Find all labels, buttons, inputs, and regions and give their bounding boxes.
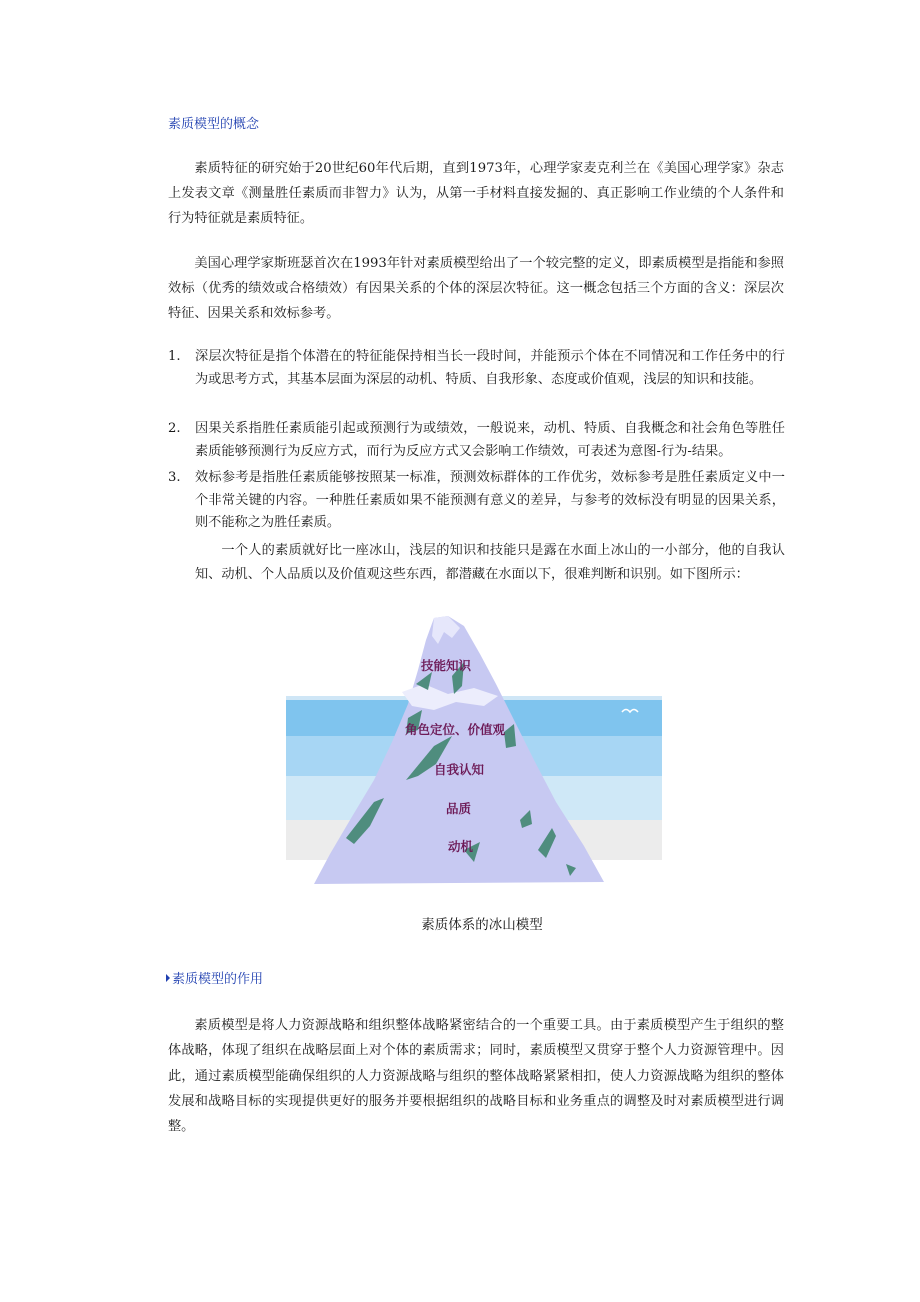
section-title-text: 素质模型的作用 [172,972,264,987]
figure-caption: 素质体系的冰山模型 [421,917,543,933]
triangle-bullet-icon [166,974,170,982]
list-text: 深层次特征是指个体潜在的特征能保持相当长一段时间，并能预示个体在不同情况和工作任务中的行为或思考方式，其基本层面为深层的动机、特质、自我形象、态度或价值观，浅层的知识和技能。 [195,349,785,387]
list-number: 2. [168,421,181,436]
layer-label: 自我认知 [434,762,485,777]
paragraph-origin: 素质特征的研究始于20世纪60年代后期，直到1973年，心理学家麦克利兰在《美国心理学家》杂志上发表文章《测量胜任素质而非智力》认为，从第一手材料直接发掘的、真正影响工作业绩的个人条件和行为特征就是素质特征。 [168,161,784,226]
paragraph-iceberg-intro: 一个人的素质就好比一座冰山，浅层的知识和技能只是露在水面上冰山的一小部分，他的自我认知、动机、个人品质以及价值观这些东西，都潜藏在水面以下，很难判断和识别。如下图所示： [195,543,785,582]
layer-label: 动机 [448,839,474,854]
layer-label: 角色定位、价值观 [405,722,506,737]
iceberg-illustration [284,614,664,904]
list-number: 1. [168,349,181,364]
paragraph-function: 素质模型是将人力资源战略和组织整体战略紧密结合的一个重要工具。由于素质模型产生于组织的整体战略，体现了组织在战略层面上对个体的素质需求；同时，素质模型又贯穿于整个人力资源管理中。因此，通过素质模型能确保组织的人力资源战略与组织的整体战略紧紧相扣，使人力资源战略为组织的整体发展和战略目标的实现提供更好的服务并要根据组织的战略目标和业务重点的调整及时对素质模型进行调整。 [168,1018,784,1135]
section-title-concept: 素质模型的概念 [168,117,260,132]
list-text: 因果关系指胜任素质能引起或预测行为或绩效，一般说来，动机、特质、自我概念和社会角色等胜任素质能够预测行为反应方式，而行为反应方式又会影响工作绩效，可表述为意图-行为-结果。 [195,421,785,459]
list-text: 效标参考是指胜任素质能够按照某一标准，预测效标群体的工作优劣，效标参考是胜任素质定义中一个非常关键的内容。一种胜任素质如果不能预测有意义的差异，与参考的效标没有明显的因果关系，则不能称之为胜任素质。 [195,470,785,530]
layer-label: 技能知识 [421,658,472,673]
list-number: 3. [168,470,181,485]
iceberg-figure [284,614,664,944]
layer-label: 品质 [446,801,472,816]
section-title-function [166,972,263,988]
paragraph-definition: 美国心理学家斯班瑟首次在1993年针对素质模型给出了一个较完整的定义，即素质模型是指能和参照效标（优秀的绩效或合格绩效）有因果关系的个体的深层次特征。这一概念包括三个方面的含义：深层次特征、因果关系和效标参考。 [168,256,784,321]
